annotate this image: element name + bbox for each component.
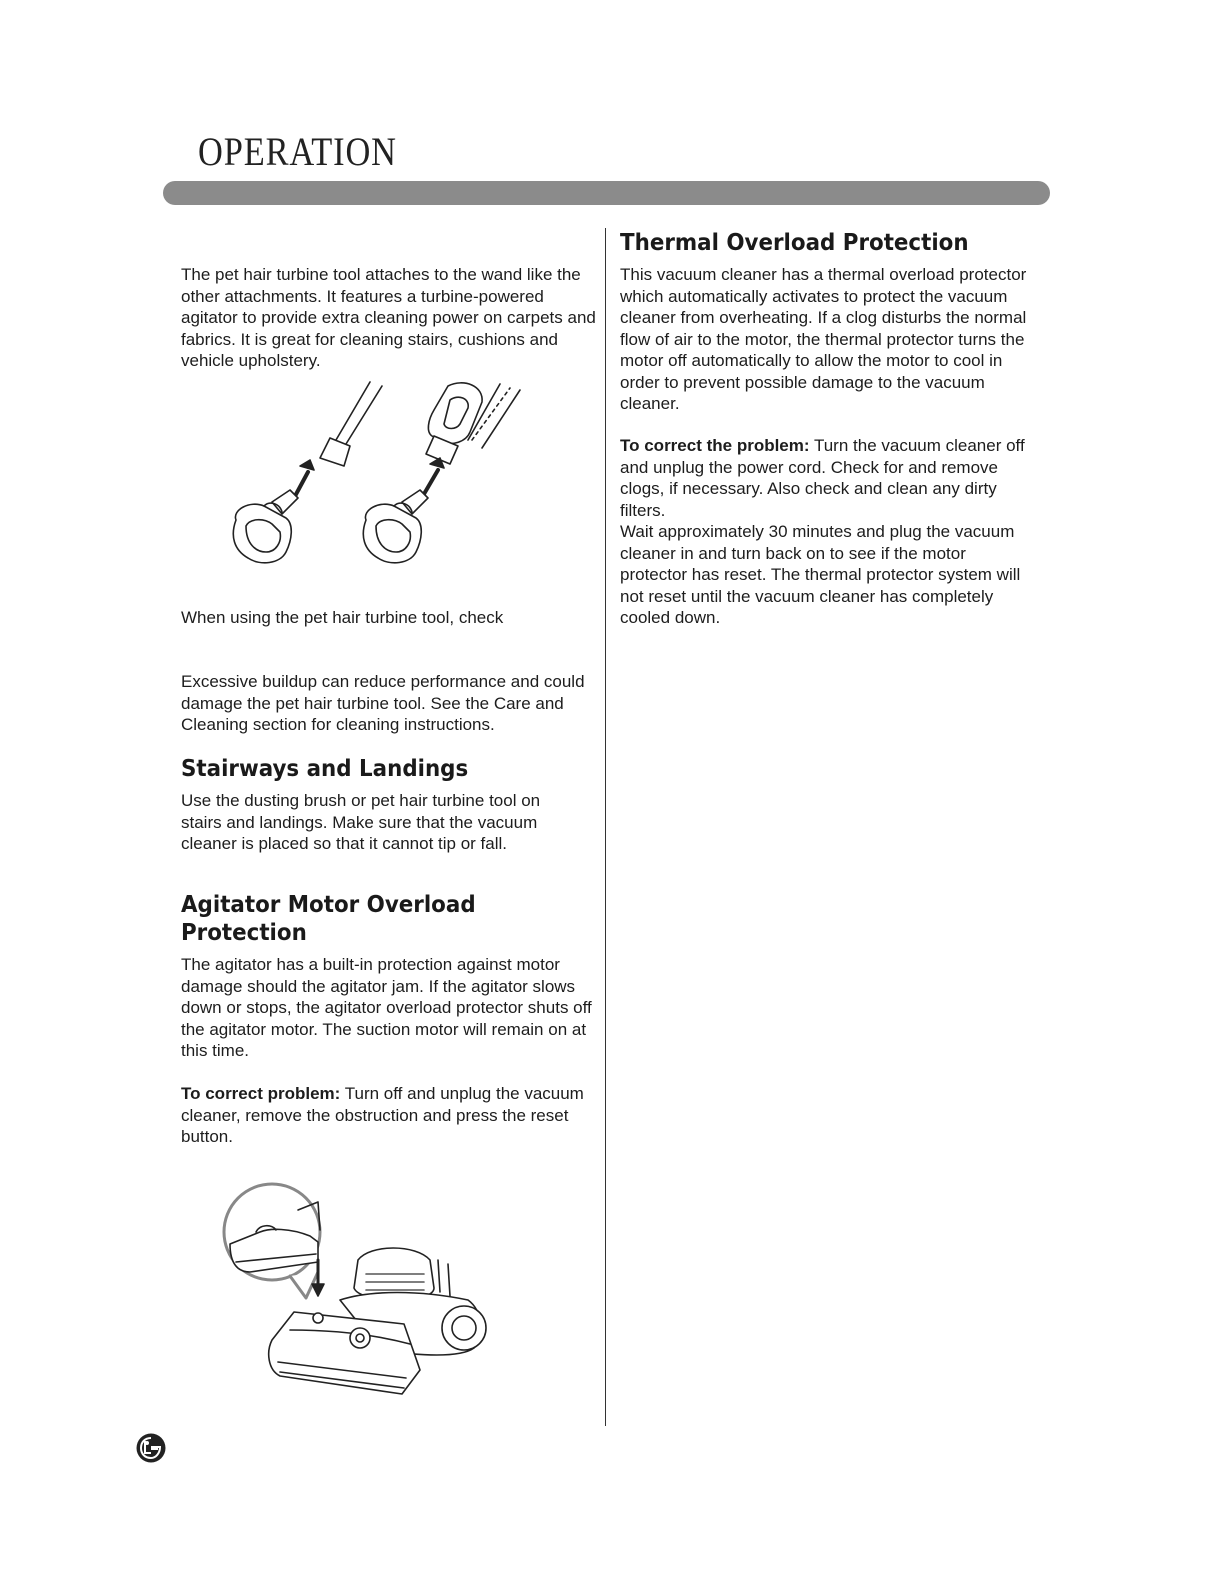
thermal-heading: Thermal Overload Protection	[620, 230, 969, 256]
turbine-intro-paragraph: The pet hair turbine tool attaches to the wand like the other attachments. It features a turbine-powered agitator to provide extra cleaning power on carpets and fabrics. It is great for cleaning stairs, cushions and vehicle upholstery.	[181, 265, 596, 370]
buildup-paragraph: Excessive buildup can reduce performance and could damage the pet hair turbine tool. See the Care and Cleaning section for cleaning instructions.	[181, 672, 585, 734]
agitator-fix-body: Turn off and unplug the vacuum cleaner, remove the obstruction and press the reset button.	[181, 1084, 584, 1146]
turbine-tool-attach-illustration	[220, 380, 550, 580]
thermal-paragraph: This vacuum cleaner has a thermal overload protector which automatically activates to protect the vacuum cleaner from overheating. If a clog disturbs the normal flow of air to the motor, the thermal protector turns the motor off automatically to allow the motor to cool in order to prevent possible damage to the vacuum cleaner.	[620, 265, 1027, 413]
thermal-fix-body: Turn the vacuum cleaner off and unplug the power cord. Check for and remove clogs, if necessary. Also check and clean any dirty filters.	[620, 436, 1025, 520]
lg-logo-icon	[136, 1433, 166, 1463]
agitator-fix-lead: To correct problem:	[181, 1084, 341, 1103]
agitator-heading-line2: Protection	[181, 920, 307, 946]
column-divider	[605, 228, 606, 1426]
agitator-reset-illustration	[220, 1180, 500, 1430]
agitator-fix-paragraph	[181, 1083, 601, 1148]
thermal-fix-lead: To correct the problem:	[620, 436, 810, 455]
title-bar	[163, 181, 1050, 205]
agitator-paragraph: The agitator has a built-in protection against motor damage should the agitator jam. If the agitator slows down or stops, the agitator overload protector shuts off the agitator motor. The suction motor will remain on at this time.	[181, 955, 592, 1060]
stairways-paragraph: Use the dusting brush or pet hair turbine tool on stairs and landings. Make sure that the vacuum cleaner is placed so that it cannot tip or fall.	[181, 791, 541, 853]
thermal-fix-paragraph	[620, 435, 1030, 521]
thermal-wait-paragraph: Wait approximately 30 minutes and plug the vacuum cleaner in and turn back on to see if the motor protector has reset. The thermal protector system will not reset until the vacuum cleaner has completely cooled down.	[620, 522, 1021, 627]
agitator-heading-line1: Agitator Motor Overload	[181, 892, 476, 918]
page-title: OPERATION	[198, 129, 397, 174]
stairways-heading: Stairways and Landings	[181, 756, 469, 782]
turbine-check-text: When using the pet hair turbine tool, check	[181, 608, 504, 627]
